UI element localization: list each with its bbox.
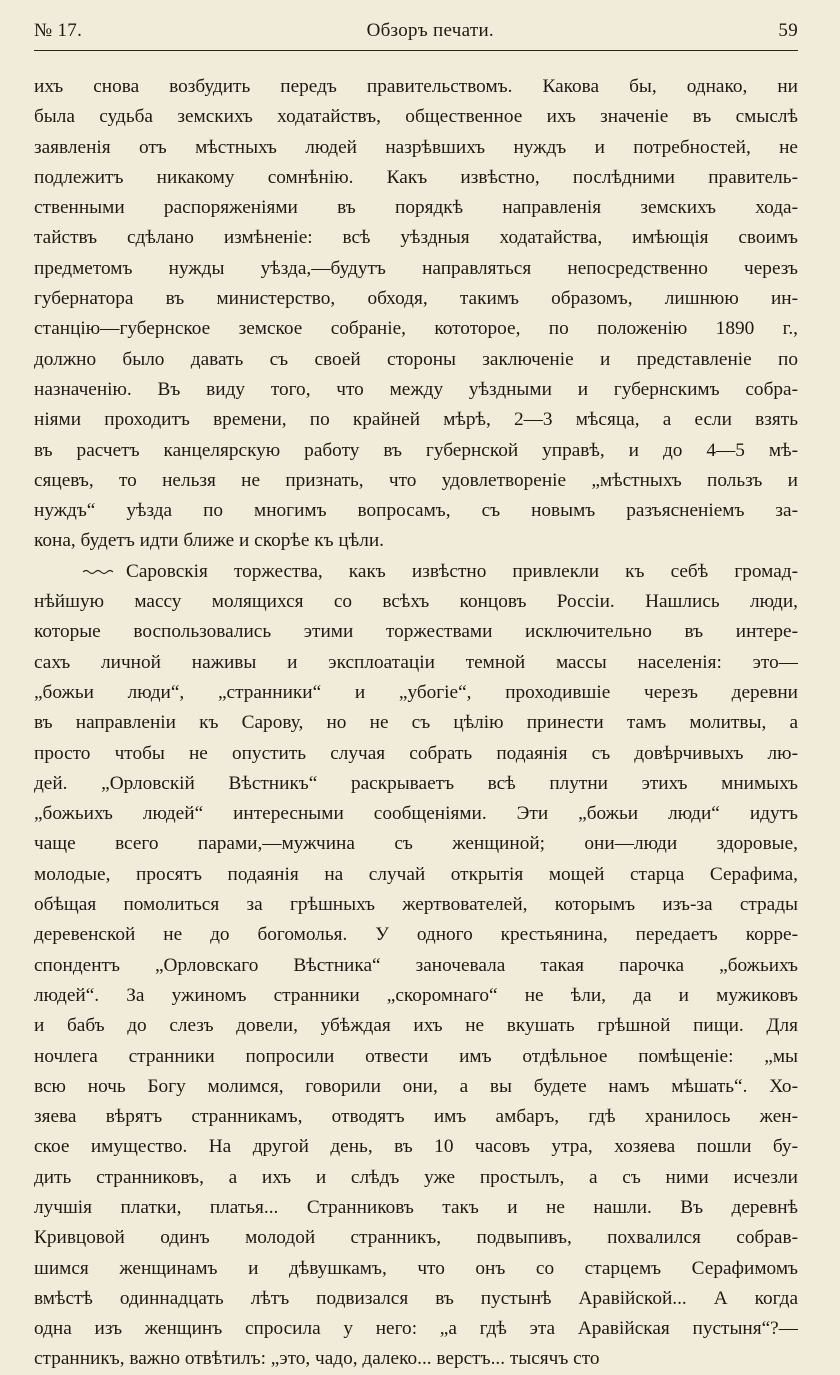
text-line [34, 1223, 798, 1253]
text-line [34, 345, 798, 375]
text-line-content: просто чтобы не опустить случая собрать подаянія съ довѣрчивыхъ лю- [34, 742, 798, 764]
text-line [34, 133, 798, 163]
issue-number: № 17. [34, 20, 83, 41]
text-line-content: предметомъ нужды уѣзда,—будутъ направляться непосредственно черезъ [34, 257, 798, 279]
text-line [34, 617, 798, 647]
text-line-content: губернатора въ министерство, обходя, такимъ образомъ, лишнюю ин- [34, 288, 798, 310]
article-body [34, 72, 798, 1375]
text-line [34, 557, 798, 587]
text-line-content: которые воспользовались этими торжествами исключительно въ интере- [34, 621, 798, 643]
text-line-content: нѣйшую массу молящихся со всѣхъ концовъ Россіи. Нашлись люди, [34, 591, 798, 613]
text-line [34, 1042, 798, 1072]
text-line-content: вмѣстѣ одиннадцать лѣтъ подвизался въ пустынѣ Аравійской... А когда [34, 1287, 798, 1309]
text-line [34, 1102, 798, 1132]
text-line [34, 72, 798, 102]
text-line-content: станцію—губернское земское собраніе, кототорое, по положенію 1890 г., [34, 318, 798, 340]
text-line [34, 708, 798, 738]
running-header [34, 20, 798, 48]
text-line-content: спондентъ „Орловскаго Вѣстника“ заночевала такая парочка „божьихъ [34, 954, 798, 976]
text-line [34, 223, 798, 253]
text-line [34, 799, 798, 829]
text-line-content: „божьихъ людей“ интересными сообщеніями. Эти „божьи люди“ идутъ [34, 803, 798, 825]
text-line-content: ихъ снова возбудить передъ правительствомъ. Какова бы, однако, ни [34, 76, 798, 97]
text-line-content: „божьи люди“, „странники“ и „убогіе“, проходившіе черезъ деревни [34, 681, 798, 703]
text-line [34, 1284, 798, 1314]
text-line-content: должно было давать съ своей стороны заключеніе и представленіе по [34, 348, 798, 370]
text-line [34, 739, 798, 769]
text-line [34, 375, 798, 405]
text-line-content: странникъ, важно отвѣтилъ: „это, чадо, далеко... верстъ... тысячъ сто [34, 1348, 600, 1370]
text-line-content: заявленія отъ мѣстныхъ людей назрѣвшихъ нуждъ и потребностей, не [34, 136, 798, 158]
text-line [34, 951, 798, 981]
text-line [34, 769, 798, 799]
text-line [34, 526, 798, 556]
text-line [34, 496, 798, 526]
text-line-content: ское имущество. На другой день, въ 10 часовъ утра, хозяева пошли бу- [34, 1136, 798, 1158]
text-line-content: назначенію. Въ виду того, что между уѣздными и губернскимъ собра- [34, 378, 798, 400]
text-line-content: чаще всего парами,—мужчина съ женщиной; они—люди здоровые, [34, 833, 798, 855]
text-line [34, 587, 798, 617]
text-line-content: всю ночь Богу молимся, говорили они, а вы будете намъ мѣшать“. Хо- [34, 1075, 798, 1097]
text-line [34, 648, 798, 678]
text-line-content: ственными распоряженіями въ порядкѣ направленія земскихъ хода- [34, 197, 798, 219]
text-line [34, 1011, 798, 1041]
text-line [34, 193, 798, 223]
text-line [34, 829, 798, 859]
text-line-content: деревенской не до богомолья. У одного крестьянина, передаетъ корре- [34, 924, 798, 946]
text-line [34, 890, 798, 920]
text-line-content: Саровскія торжества, какъ извѣстно привлекли къ себѣ громад- [126, 560, 798, 582]
text-line [34, 163, 798, 193]
text-line-content: подлежитъ никакому сомнѣнію. Какъ извѣстно, послѣдними правитель- [34, 166, 798, 188]
text-line [34, 1132, 798, 1162]
text-line-content: и бабъ до слезъ довели, убѣждая ихъ не вкушать грѣшной пищи. Для [34, 1015, 798, 1037]
text-line [34, 1314, 798, 1344]
text-line [34, 678, 798, 708]
text-line-content: сахъ личной наживы и эксплоатаціи темной массы населенія: это— [34, 651, 798, 673]
text-line [34, 102, 798, 132]
text-line-content: шимся женщинамъ и дѣвушкамъ, что онъ со старцемъ Серафимомъ [34, 1257, 798, 1279]
text-line-content: была судьба земскихъ ходатайствъ, общественное ихъ значеніе въ смыслѣ [34, 106, 798, 128]
text-line [34, 284, 798, 314]
text-line-content: въ направленіи къ Сарову, но не съ цѣлію принести тамъ молитвы, а [34, 712, 798, 734]
section-title: Обзоръ печати. [366, 20, 494, 41]
text-line [34, 1193, 798, 1223]
text-line [34, 1163, 798, 1193]
header-rule [34, 50, 798, 51]
text-line [34, 314, 798, 344]
text-line [34, 436, 798, 466]
text-line-content: тайствъ сдѣлано измѣненіе: всѣ уѣздныя ходатайства, имѣющія своимъ [34, 227, 798, 249]
text-line [34, 920, 798, 950]
text-line-content: ночлега странники попросили отвести имъ отдѣльное помѣщеніе: „мы [34, 1045, 798, 1067]
text-line-content: ніями проходитъ времени, по крайней мѣрѣ, 2—3 мѣсяца, а если взять [34, 409, 798, 431]
text-line-content: зяева вѣрятъ странникамъ, отводятъ имъ амбаръ, гдѣ хранилось жен- [34, 1106, 798, 1128]
text-line [34, 860, 798, 890]
text-line [34, 1072, 798, 1102]
text-line [34, 1344, 798, 1374]
text-line-content: нуждъ“ уѣзда по многимъ вопросамъ, съ новымъ разъясненіемъ за- [34, 500, 798, 522]
page-number: 59 [778, 20, 798, 41]
text-line [34, 1254, 798, 1284]
text-line-content: дить странниковъ, а ихъ и слѣдъ уже простылъ, а съ ними исчезли [34, 1166, 798, 1188]
text-line-content: въ расчетъ канцелярскую работу въ губернской управѣ, и до 4—5 мѣ- [34, 439, 798, 461]
text-line [34, 254, 798, 284]
text-line [34, 981, 798, 1011]
text-line-content: Кривцовой одинъ молодой странникъ, подвыпивъ, похвалился собрав- [34, 1227, 798, 1249]
text-line-content: людей“. За ужиномъ странники „скоромнаго“ не ѣли, да и мужиковъ [34, 984, 798, 1006]
text-line-content: молодые, просятъ подаянія на случай открытія мощей старца Серафима, [34, 863, 798, 885]
text-line-content: обѣщая помолиться за грѣшныхъ жертвователей, которымъ изъ-за страды [34, 894, 798, 916]
text-line-content: кона, будетъ идти ближе и скорѣе къ цѣли. [34, 530, 384, 552]
text-line-content: сяцевъ, то нельзя не признать, что удовлетвореніе „мѣстныхъ пользъ и [34, 469, 798, 491]
text-line [34, 405, 798, 435]
section-separator-ornament [82, 569, 116, 575]
text-line-content: одна изъ женщинъ спросила у него: „а гдѣ эта Аравійская пустыня“?— [34, 1318, 798, 1340]
text-line-content: дей. „Орловскій Вѣстникъ“ раскрываетъ всѣ плутни этихъ мнимыхъ [34, 772, 798, 794]
text-line [34, 466, 798, 496]
text-line-content: лучшія платки, платья... Странниковъ такъ и не нашли. Въ деревнѣ [34, 1196, 798, 1218]
